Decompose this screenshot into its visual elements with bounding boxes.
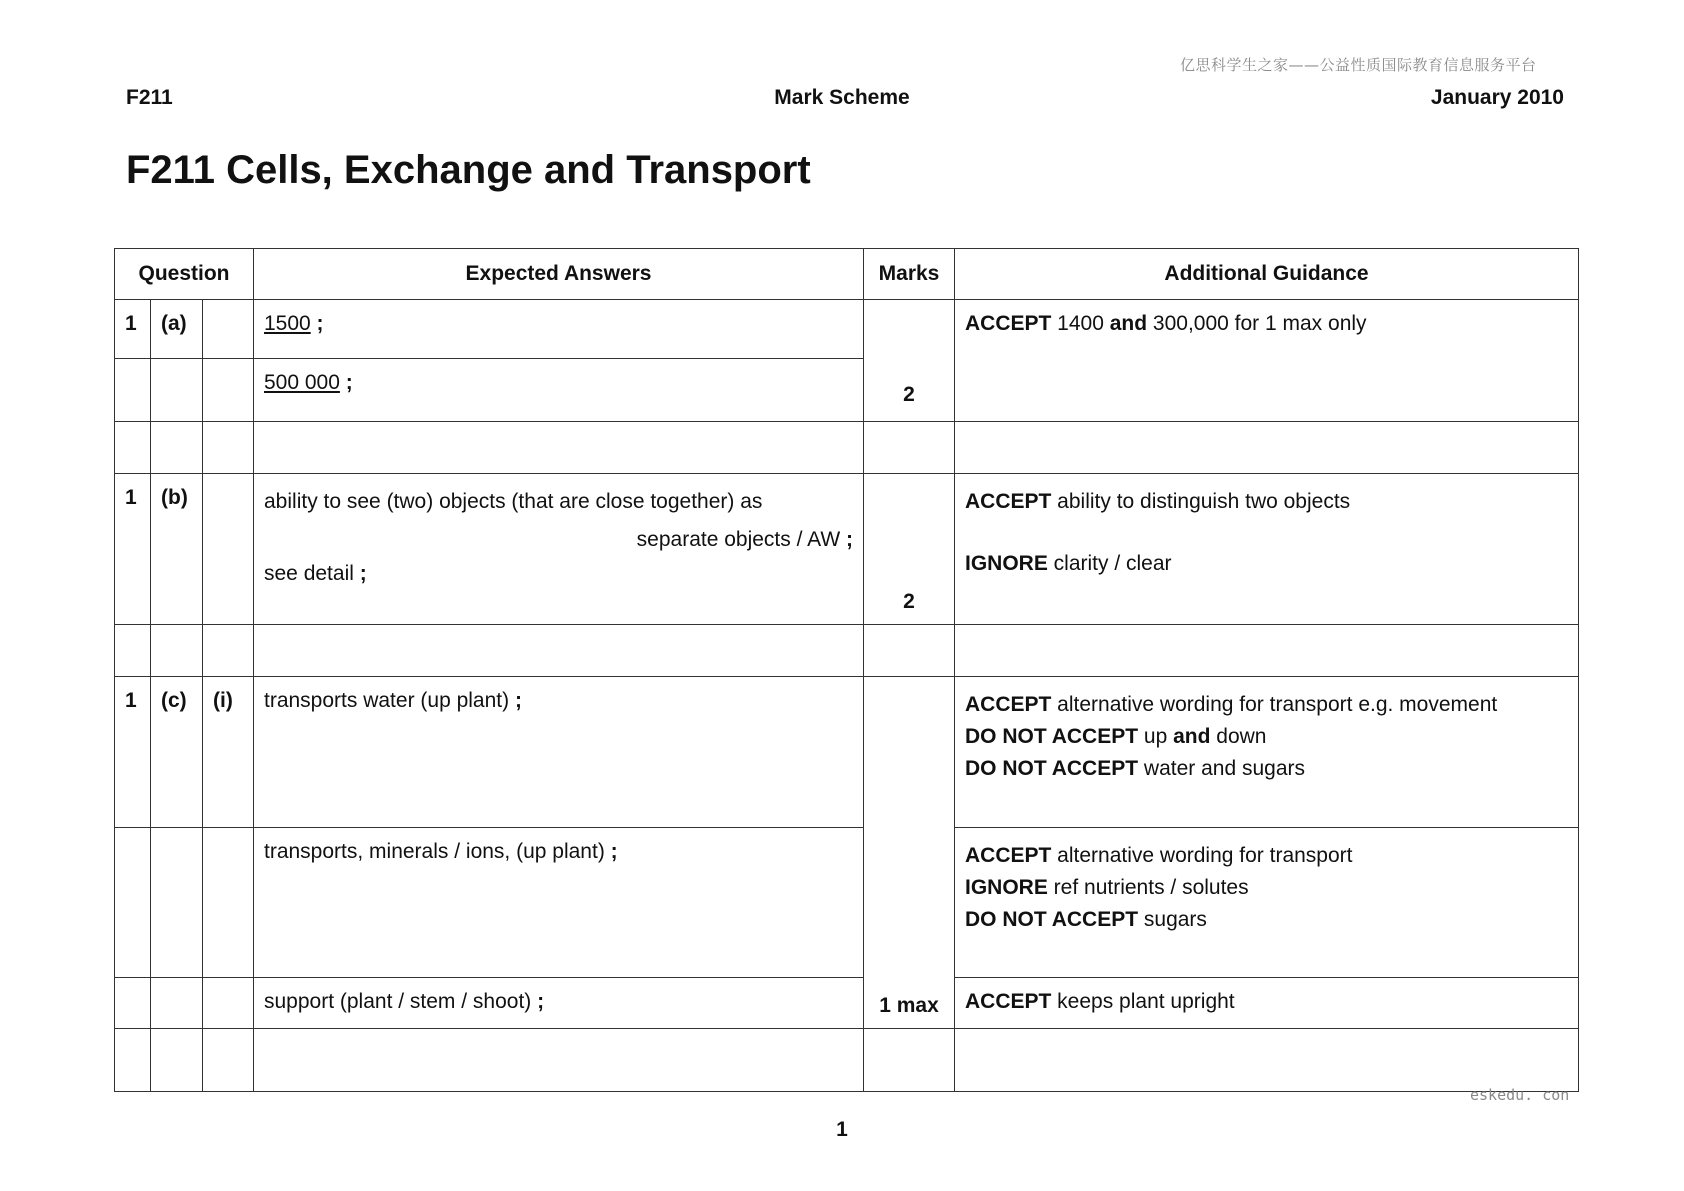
question-number: 1 bbox=[115, 474, 151, 625]
column-header-marks: Marks bbox=[864, 249, 955, 300]
question-number: 1 bbox=[115, 300, 151, 359]
guidance-cell bbox=[955, 677, 1579, 828]
watermark-footer: eskedu. con bbox=[1470, 1086, 1570, 1104]
question-number: 1 bbox=[115, 677, 151, 828]
guidance-cell bbox=[955, 978, 1579, 1029]
answer-separator: ; bbox=[531, 990, 545, 1013]
marks-cell bbox=[864, 677, 955, 1029]
header-paper-code: F211 bbox=[126, 86, 173, 109]
guidance-keyword: ACCEPT bbox=[965, 844, 1052, 867]
answer-value: 500 000 bbox=[264, 371, 340, 394]
guidance-cell bbox=[955, 300, 1579, 422]
expected-answer bbox=[254, 677, 864, 828]
guidance-keyword: ACCEPT bbox=[965, 312, 1052, 335]
guidance-keyword: IGNORE bbox=[965, 552, 1048, 575]
guidance-line bbox=[965, 901, 1568, 939]
answer-separator: ; bbox=[509, 689, 522, 712]
guidance-keyword: and bbox=[1173, 725, 1211, 748]
guidance-line bbox=[965, 483, 1568, 521]
guidance-keyword: ACCEPT bbox=[965, 693, 1052, 716]
table-row-blank bbox=[115, 422, 1579, 474]
answer-separator: ; bbox=[353, 562, 367, 585]
question-subpart bbox=[203, 474, 254, 625]
table-row-blank bbox=[115, 1029, 1579, 1092]
header-doc-type: Mark Scheme bbox=[774, 86, 910, 109]
answer-text: see detail bbox=[264, 562, 354, 585]
guidance-cell bbox=[955, 828, 1579, 978]
question-part: (b) bbox=[151, 474, 203, 625]
answer-line: ability to see (two) objects (that are close together) as bbox=[264, 490, 763, 513]
guidance-keyword: IGNORE bbox=[965, 876, 1048, 899]
guidance-keyword: and bbox=[1109, 312, 1148, 335]
marks-value: 2 bbox=[903, 383, 915, 406]
guidance-text: alternative wording for transport bbox=[1051, 844, 1353, 867]
expected-answer bbox=[254, 828, 864, 978]
marks-value: 2 bbox=[903, 590, 915, 613]
guidance-text: 1400 bbox=[1051, 312, 1110, 335]
table-header-row bbox=[115, 249, 1579, 300]
page-number: 1 bbox=[836, 1118, 848, 1141]
column-header-additional-guidance: Additional Guidance bbox=[955, 249, 1579, 300]
guidance-keyword: DO NOT ACCEPT bbox=[965, 908, 1139, 931]
question-subpart bbox=[203, 300, 254, 359]
table-row bbox=[115, 300, 1579, 359]
question-subpart: (i) bbox=[203, 677, 254, 828]
guidance-text: ref nutrients / solutes bbox=[1047, 876, 1249, 899]
header-date: January 2010 bbox=[1430, 86, 1564, 109]
table-row bbox=[115, 474, 1579, 625]
question-part bbox=[151, 359, 203, 422]
guidance-line bbox=[965, 545, 1568, 583]
answer-separator: ; bbox=[840, 528, 853, 551]
table-row-blank bbox=[115, 625, 1579, 677]
guidance-keyword: DO NOT ACCEPT bbox=[965, 757, 1139, 780]
answer-text: transports water (up plant) bbox=[264, 689, 510, 712]
guidance-text: up bbox=[1138, 725, 1174, 748]
answer-separator: ; bbox=[604, 840, 618, 863]
guidance-line bbox=[965, 750, 1568, 788]
answer-line bbox=[264, 555, 853, 593]
marks-cell bbox=[864, 474, 955, 625]
column-header-expected-answers: Expected Answers bbox=[254, 249, 864, 300]
guidance-text: sugars bbox=[1138, 908, 1207, 931]
question-subpart bbox=[203, 359, 254, 422]
table-row bbox=[115, 677, 1579, 828]
answer-value: 1500 bbox=[264, 312, 311, 335]
answer-line bbox=[264, 521, 853, 559]
question-part: (c) bbox=[151, 677, 203, 828]
answer-text: separate objects / AW bbox=[636, 528, 841, 551]
answer-separator: ; bbox=[310, 312, 324, 335]
answer-text: transports, minerals / ions, (up plant) bbox=[264, 840, 605, 863]
expected-answer bbox=[254, 359, 864, 422]
guidance-text: 300,000 for 1 max only bbox=[1147, 312, 1367, 335]
guidance-text: water and sugars bbox=[1138, 757, 1305, 780]
expected-answer bbox=[254, 474, 864, 625]
expected-answer bbox=[254, 300, 864, 359]
marks-cell bbox=[864, 300, 955, 422]
guidance-cell bbox=[955, 474, 1579, 625]
guidance-text: alternative wording for transport e.g. movement bbox=[1051, 693, 1498, 716]
expected-answer bbox=[254, 978, 864, 1029]
watermark-header: 亿思科学生之家——公益性质国际教育信息服务平台 bbox=[1180, 56, 1537, 74]
guidance-text: down bbox=[1210, 725, 1267, 748]
question-number bbox=[115, 359, 151, 422]
answer-separator: ; bbox=[339, 371, 353, 394]
page-title: F211 Cells, Exchange and Transport bbox=[126, 148, 811, 192]
question-part: (a) bbox=[151, 300, 203, 359]
marks-value: 1 max bbox=[879, 994, 939, 1017]
column-header-question: Question bbox=[115, 249, 254, 300]
table-row bbox=[115, 828, 1579, 978]
guidance-keyword: DO NOT ACCEPT bbox=[965, 725, 1139, 748]
guidance-text: clarity / clear bbox=[1047, 552, 1172, 575]
guidance-text: ability to distinguish two objects bbox=[1051, 490, 1351, 513]
guidance-text: keeps plant upright bbox=[1051, 990, 1235, 1013]
guidance-keyword: ACCEPT bbox=[965, 990, 1052, 1013]
table-row bbox=[115, 978, 1579, 1029]
answer-text: support (plant / stem / shoot) bbox=[264, 990, 532, 1013]
guidance-keyword: ACCEPT bbox=[965, 490, 1052, 513]
mark-scheme-table bbox=[114, 248, 1579, 1092]
